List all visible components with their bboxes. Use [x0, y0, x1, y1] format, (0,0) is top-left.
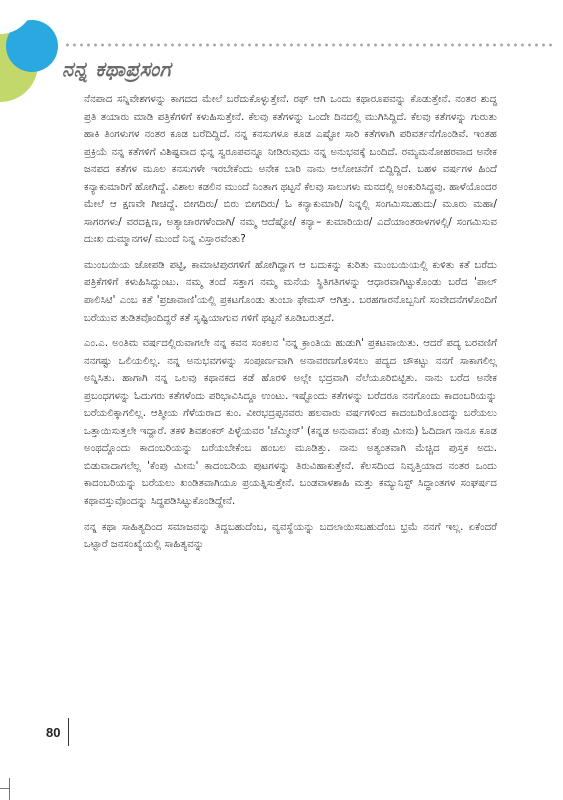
- page-number-divider: [68, 718, 69, 746]
- crop-mark: [0, 788, 10, 789]
- page-number: 80: [46, 725, 61, 740]
- paragraph: ನನ್ನ ಕಥಾ ಸಾಹಿತ್ಯದಿಂದ ಸಮಾಜವನ್ನು ತಿದ್ದಬಹುದೆಂಬ, ವ್ಯವಸ್ಥೆಯನ್ನು ಬದಲಾಯಿಸಬಹುದೆಂಬ ಭ್ರಮೆ ನನಗೆ ಇಲ್ಲ. ಏಕೆಂದರೆ ಒಟ್ಟಾರೆ ಜನಸಂಖ್ಯೆಯಲ್ಲಿ ಸಾಹಿತ್ಯವನ್ನು: [84, 521, 497, 551]
- body-text: [84, 91, 497, 554]
- paragraph: ಎಂ.ಎ. ಅಂತಿಮ ವರ್ಷದಲ್ಲಿರುವಾಗಲೇ ನನ್ನ ಕವನ ಸಂಕಲನ 'ನನ್ನ ಕ್ರಾಂತಿಯ ಹುಡುಗಿ' ಪ್ರಕಟವಾಯಿತು. ಆದರೆ ಪದ್ಯ ಬರವಣಿಗೆ ನನಗಷ್ಟು ಒಲಿಯಲಿಲ್ಲ. ನನ್ನ ಅನುಭವಗಳನ್ನು ಸಂಪೂರ್ಣವಾಗಿ ಅನಾವರಣಗೊಳಿಸಲು ಪದ್ಯದ ಚೌಕಟ್ಟು ನನಗೆ ಸಾಕಾಗಲಿಲ್ಲ ಅನ್ನಿಸಿತು. ಹಾಗಾಗಿ ನನ್ನ ಒಲವು ಕಥಾನಕದ ಕಡೆ ಹೊರಳಿ ಅಲ್ಲೇ ಭದ್ರವಾಗಿ ನೆಲೆಯೂರಿಬಿಟ್ಟಿತು. ನಾನು ಬರೆದ ಅನೇಕ ಪ್ರಬಂಧಗಳನ್ನು ಓದುಗರು ಕತೆಗಳೆಂದು ಪರಿಭಾವಿಸಿದ್ದೂ ಉಂಟು. ಇಷ್ಟೊಂದು ಕತೆಗಳನ್ನು ಬರೆದರೂ ನನಗೊಂದು ಕಾದಂಬರಿಯನ್ನು ಬರೆಯಲಿಕ್ಕಾಗಲಿಲ್ಲ. ಆತ್ಮೀಯ ಗೆಳೆಯರಾದ ಕುಂ. ವೀರಭದ್ರಪ್ಪನವರು ಹಲವಾರು ವರ್ಷಗಳಿಂದ ಕಾದಂಬರಿಯೊಂದನ್ನು ಬರೆಯಲು ಒತ್ತಾಯಿಸುತ್ತಲೇ ಇದ್ದಾರೆ. ತಕಳಿ ಶಿವಶಂಕರ್ ಪಿಳ್ಳೆಯವರ 'ಚೆಮ್ಮೀನ್' (ಕನ್ನಡ ಅನುವಾದ: ಕೆಂಪು ಮೀನು) ಓದಿದಾಗ ನಾನೂ ಕೂಡ ಅಂಥದ್ದೊಂದು ಕಾದಂಬರಿಯನ್ನು ಬರೆಯಬೇಕೆಂಬ ಹಂಬಲ ಮೂಡಿತ್ತು. ನಾನು ಅತ್ಯಂತವಾಗಿ ಮೆಚ್ಚಿದ ಪುಸ್ತಕ ಅದು. ಬಿಡುವಾದಾಗಲೆಲ್ಲ 'ಕೆಂಪು ಮೀನು' ಕಾದಂಬರಿಯ ಪುಟಗಳನ್ನು ತಿರುವಿಹಾಕುತ್ತೇನೆ. ಕೆಲಸದಿಂದ ನಿವೃತ್ತಿಯಾದ ನಂತರ ಒಂದು ಕಾದಂಬರಿಯನ್ನು ಬರೆಯಲು ಖಂಡಿತವಾಗಿಯೂ ಪ್ರಯತ್ನಿಸುತ್ತೇನೆ. ಬಂಡವಾಳಶಾಹಿ ಮತ್ತು ಕಮ್ಯುನಿಸ್ಟ್ ಸಿದ್ಧಾಂತಗಳ ಸಂಘರ್ಷದ ಕಥಾವಸ್ತುವೊಂದನ್ನು ಸಿದ್ಧಪಡಿಸಿಟ್ಟುಕೊಂಡಿದ್ದೇನೆ.: [84, 338, 497, 508]
- paragraph: ನೆನಪಾದ ಸನ್ನಿವೇಶಗಳನ್ನು ಕಾಗದದ ಮೇಲೆ ಬರೆದುಕೊಳ್ಳುತ್ತೇನೆ. ರಫ್ ಆಗಿ ಒಂದು ಕಥಾರೂಪವನ್ನು ಕೊಡುತ್ತೇನೆ. ನಂತರ ಶುದ್ಧ ಪ್ರತಿ ತಯಾರು ಮಾಡಿ ಪತ್ರಿಕೆಗಳಿಗೆ ಕಳುಹಿಸುತ್ತೇನೆ. ಕೆಲವು ಕತೆಗಳನ್ನು ಒಂದೇ ದಿನದಲ್ಲಿ ಮುಗಿಸಿದ್ದಿದೆ. ಕೆಲವು ಕತೆಗಳನ್ನು ಗುರುತು ಹಾಕಿ ತಿಂಗಳುಗಳ ನಂತರ ಕೂಡ ಬರೆದಿದ್ದಿದೆ. ನನ್ನ ಕನಸುಗಳೂ ಕೂಡ ಎಷ್ಟೋ ಸಾರಿ ಕತೆಗಳಾಗಿ ಪರಿವರ್ತನೆಗೊಂಡಿವೆ. ಇಂತಹ ಪ್ರಕ್ರಿಯೆ ನನ್ನ ಕತೆಗಳಿಗೆ ವಿಶಿಷ್ಟವಾದ ಭಿನ್ನ ಸ್ವರೂಪವನ್ನೂ ನೀಡಿರುವುದು ನನ್ನ ಅನುಭವಕ್ಕೆ ಬಂದಿದೆ. ರಮ್ಯಮನೋಹರವಾದ ಅನೇಕ ಜನಪದ ಕತೆಗಳ ಮೂಲ ಕನಸುಗಳೇ ಇರಬೇಕೆಂದು ಅನೇಕ ಬಾರಿ ನಾನು ಆಲೋಚನೆಗೆ ಬಿದ್ದಿದ್ದಿದೆ. ಬಹಳ ವರ್ಷಗಳ ಹಿಂದೆ ಕನ್ಯಾಕುಮಾರಿಗೆ ಹೋಗಿದ್ದೆ. ವಿಶಾಲ ಕಡಲಿನ ಮುಂದೆ ನಿಂತಾಗ ಥಟ್ಟನೆ ಕೆಲವು ಸಾಲುಗಳು ಮನದಲ್ಲಿ ಅಂಕುರಿಸಿದ್ದವು. ಹಾಳೆಯೊಂದರ ಮೇಲೆ ಆ ಕ್ಷಣವೇ ಗೀಚಿದ್ದೆ. ಬೀಗದಿರು/ ಬಿರು ಬೀಗದಿರು/ ಓ ಕನ್ಯಾಕುಮಾರಿ/ ನಿನ್ನಲ್ಲಿ ಸಂಗಮಿಸಬಹುದು/ ಮೂರು ಮಹಾ/ ಸಾಗರಗಳು/ ವರದಕ್ಷಿಣ, ಅತ್ಯಾಚಾರಗಳೆಂದಾಗಿ/ ನಮ್ಮ ಆದೆಷ್ಟೋ/ ಕನ್ಯಾ– ಕುಮಾರಿಯರ/ ಎದೆಯಾಂತರಾಳಗಳಲ್ಲಿ/ ಸಂಗಮಿಸುವ ದುಃಖ ದುಮ್ಮಾನಗಳ/ ಮುಂದೆ ನಿನ್ನ ವಿಸ್ತಾರವೆಂತು?: [84, 94, 497, 246]
- section-heading: ನನ್ನ ಕಥಾಪ್ರಸಂಗ: [62, 57, 171, 81]
- dotted-rule: [64, 43, 553, 47]
- crop-mark: [9, 778, 10, 800]
- paragraph: ಮುಂಬಯಿಯ ಜೋಪಡಿ ಪಟ್ಟಿ, ಕಾಮಾಟಿಪುರಗಳಿಗೆ ಹೋಗಿದ್ದಾಗ ಆ ಬದುಕನ್ನು ಕುರಿತು ಮುಂಬಯಿಯಲ್ಲಿ ಕುಳಿತು ಕತೆ ಬರೆದು ಪತ್ರಿಕೆಗಳಿಗೆ ಕಳುಹಿಸಿದ್ದುಂಟು. ನಮ್ಮ ತಂದೆ ಸತ್ತಾಗ ನಮ್ಮ ಮನೆಯ ಸ್ಥಿತಿಗತಿಗಳನ್ನು ಆಧಾರವಾಗಿಟ್ಟುಕೊಂಡು ಬರೆದ 'ಪಾಲ್ ಪಾಲಿಸಿಟಿ' ಎಂಬ ಕತೆ 'ಪ್ರಜಾವಾಣಿ'ಯಲ್ಲಿ ಪ್ರಕಟಗೊಂಡು ತುಂಬಾ ಫೇಮಸ್ ಆಗಿತ್ತು. ಬರಹಗಾರನೊಬ್ಬನಿಗೆ ಸಂವೇದನೆಗಳೊಂದಿಗೆ ಬರೆಯುವ ತುಡಿತವೊಂದಿದ್ದರೆ ಕತೆ ಸೃಷ್ಟಿಯಾಗುವ ಗಳಿಗೆ ಥಟ್ಟನೆ ಕೂಡಿಬರುತ್ತದೆ.: [84, 259, 497, 324]
